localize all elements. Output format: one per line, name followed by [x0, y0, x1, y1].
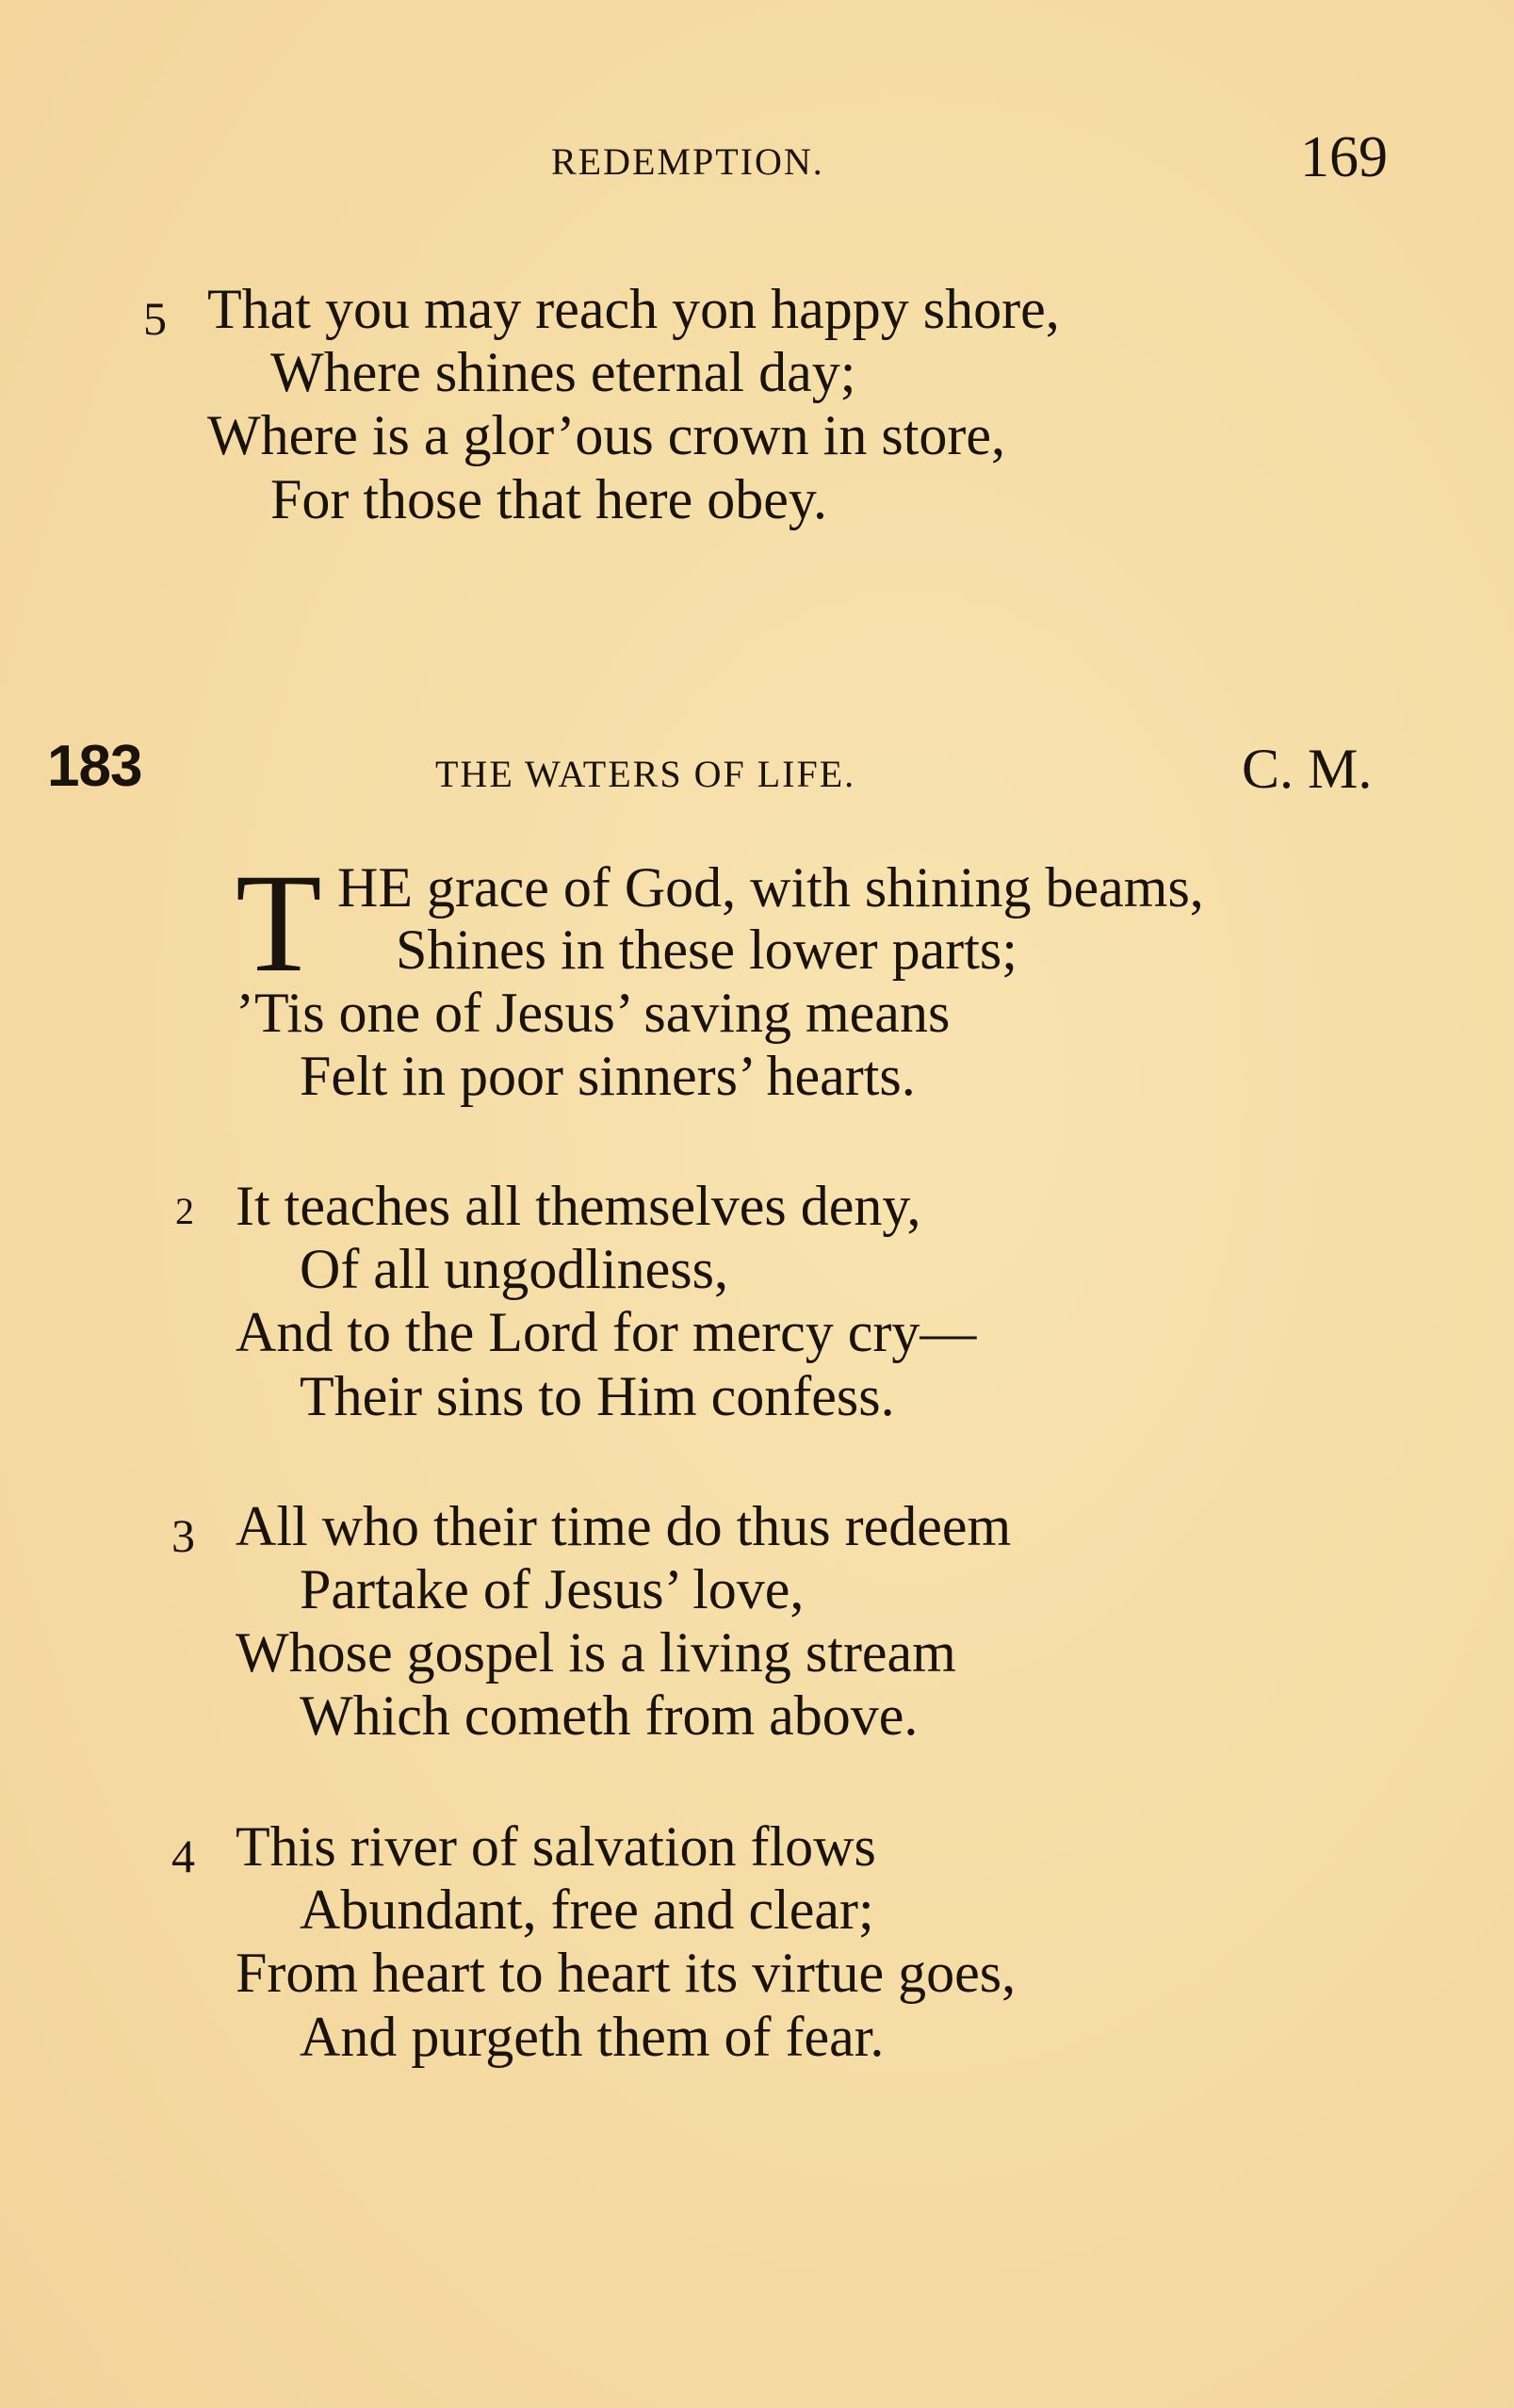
stanza-4-number: 4 [171, 1830, 195, 1882]
stanza-3-number: 3 [171, 1509, 195, 1562]
stanza-1-line-2: Shines in these lower parts; [396, 919, 1017, 981]
carryover-verse-number: 5 [143, 292, 167, 345]
hymn-title: THE WATERS OF LIFE. [435, 753, 856, 795]
stanza-2-line-1: It teaches all themselves deny, [236, 1175, 921, 1237]
stanza-4-line-4: And purgeth them of fear. [300, 2006, 885, 2068]
carryover-line-2: Where shines eternal day; [270, 341, 856, 403]
stanza-3-line-4: Which cometh from above. [300, 1684, 919, 1747]
stanza-3-line-3: Whose gospel is a living stream [236, 1621, 956, 1684]
stanza-1-line-1: HE grace of God, with shining beams, [337, 856, 1204, 919]
stanza-2-number: 2 [175, 1190, 194, 1232]
page-number: 169 [1300, 125, 1388, 189]
stanza-2-line-3: And to the Lord for mercy cry— [236, 1301, 977, 1363]
stanza-1-line-3: ’Tis one of Jesus’ saving means [236, 982, 951, 1044]
running-head: REDEMPTION. [551, 140, 824, 183]
hymn-meter: C. M. [1242, 738, 1373, 800]
drop-cap: T [236, 845, 322, 1001]
hymn-number: 183 [47, 734, 142, 799]
stanza-1-line-4: Felt in poor sinners’ hearts. [300, 1045, 916, 1107]
carryover-line-3: Where is a glor’ous crown in store, [207, 404, 1005, 466]
stanza-2-line-4: Their sins to Him confess. [300, 1365, 895, 1427]
stanza-4-line-2: Abundant, free and clear; [300, 1879, 874, 1941]
carryover-line-1: That you may reach yon happy shore, [207, 278, 1060, 340]
stanza-3-line-2: Partake of Jesus’ love, [300, 1558, 805, 1620]
stanza-3-line-1: All who their time do thus redeem [236, 1495, 1012, 1557]
stanza-4-line-1: This river of salvation flows [236, 1815, 876, 1878]
carryover-line-4: For those that here obey. [270, 468, 827, 530]
stanza-2-line-2: Of all ungodliness, [300, 1238, 728, 1300]
stanza-4-line-3: From heart to heart its virtue goes, [236, 1942, 1017, 2004]
